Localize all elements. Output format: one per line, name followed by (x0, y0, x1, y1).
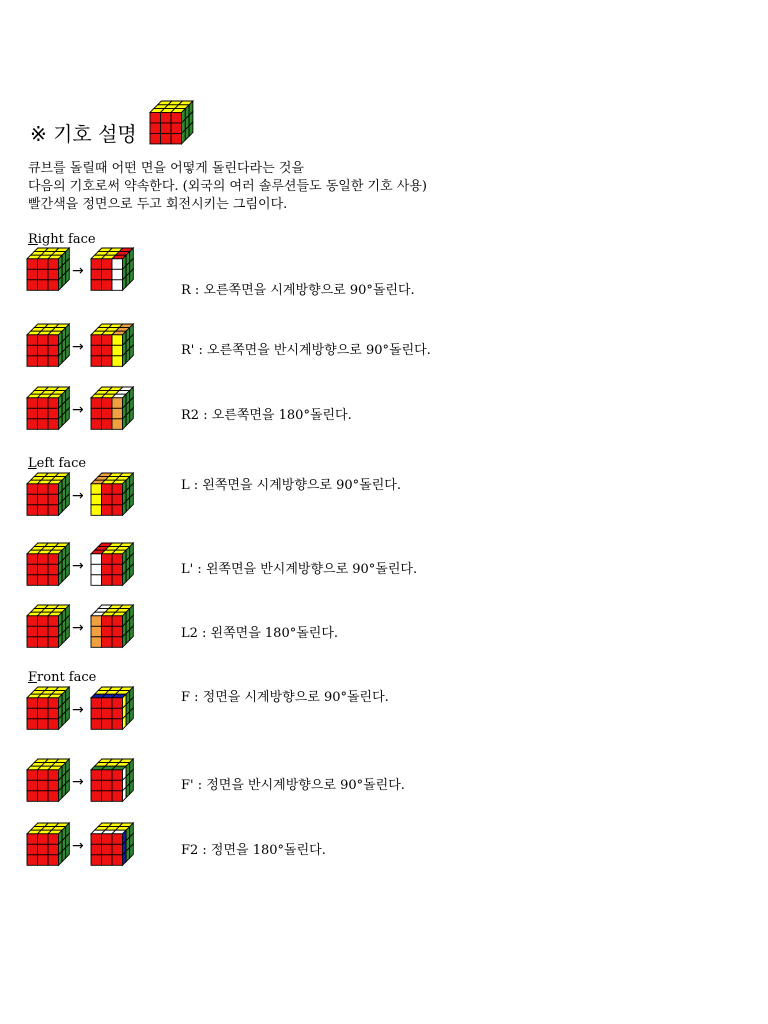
cube-front-sticker (48, 698, 59, 709)
cube-front-sticker (112, 844, 123, 855)
cube-front-sticker (102, 770, 113, 781)
cube-front-sticker (48, 791, 59, 802)
cube-front-sticker (48, 554, 59, 565)
cube-front-sticker (112, 408, 123, 419)
cube-front-sticker (48, 259, 59, 270)
cube-front-sticker (38, 575, 49, 586)
cube-front-sticker (102, 345, 113, 356)
cube-front-sticker (102, 708, 113, 719)
cube-front-sticker (112, 269, 123, 280)
cube-front-sticker (38, 780, 49, 791)
cube-front-sticker (27, 844, 38, 855)
cube-front-sticker (91, 398, 102, 409)
cube-front-sticker (48, 564, 59, 575)
cube-front-sticker (27, 419, 38, 430)
cube-front-sticker (27, 575, 38, 586)
cube-front-sticker (48, 505, 59, 516)
cube-front-sticker (27, 269, 38, 280)
cube-after-icon (90, 542, 140, 588)
cube-front-sticker (102, 494, 113, 505)
cube-front-sticker (38, 844, 49, 855)
arrow-icon: → (72, 702, 84, 718)
cube-front-sticker (38, 564, 49, 575)
cube-front-sticker (102, 280, 113, 291)
cube-after-icon (90, 604, 140, 650)
cube-front-sticker (102, 335, 113, 346)
cube-front-sticker (112, 335, 123, 346)
cube-front-sticker (150, 133, 161, 144)
cube-front-sticker (27, 616, 38, 627)
arrow-icon: → (72, 339, 84, 355)
cube-front-sticker (27, 719, 38, 730)
cube-front-sticker (91, 269, 102, 280)
cube-front-sticker (48, 575, 59, 586)
cube-front-sticker (27, 698, 38, 709)
cube-front-sticker (102, 554, 113, 565)
cube-front-sticker (112, 505, 123, 516)
cube-front-sticker (91, 791, 102, 802)
cube-front-sticker (102, 780, 113, 791)
cube-front-sticker (48, 484, 59, 495)
cube-front-sticker (91, 356, 102, 367)
cube-front-sticker (91, 259, 102, 270)
cube-front-sticker (38, 494, 49, 505)
cube-front-sticker (112, 637, 123, 648)
cube-front-sticker (48, 834, 59, 845)
cube-front-sticker (102, 484, 113, 495)
cube-front-sticker (91, 419, 102, 430)
cube-front-sticker (48, 770, 59, 781)
cube-front-sticker (102, 269, 113, 280)
move-description: F2 : 정면을 180°돌린다. (181, 843, 326, 858)
cube-before-icon (26, 686, 76, 732)
cube-front-sticker (112, 419, 123, 430)
cube-front-sticker (112, 780, 123, 791)
cube-front-sticker (38, 855, 49, 866)
cube-front-sticker (48, 419, 59, 430)
cube-front-sticker (102, 575, 113, 586)
cube-front-sticker (91, 834, 102, 845)
cube-front-sticker (38, 770, 49, 781)
cube-after-icon (90, 472, 140, 518)
cube-front-sticker (27, 780, 38, 791)
cube-front-sticker (102, 855, 113, 866)
move-description: L' : 왼쪽면을 반시계방향으로 90°돌린다. (181, 562, 418, 577)
title-row (30, 100, 330, 148)
cube-front-sticker (48, 269, 59, 280)
cube-front-sticker (48, 780, 59, 791)
cube-front-sticker (102, 505, 113, 516)
cube-front-sticker (27, 708, 38, 719)
cube-front-sticker (27, 356, 38, 367)
cube-front-sticker (102, 564, 113, 575)
cube-before-icon (26, 758, 76, 804)
cube-front-sticker (102, 419, 113, 430)
cube-front-sticker (38, 791, 49, 802)
intro-line: 빨간색을 정면으로 두고 회전시키는 그림이다. (28, 197, 288, 212)
cube-front-sticker (27, 834, 38, 845)
cube-front-sticker (38, 708, 49, 719)
cube-front-sticker (102, 259, 113, 270)
cube-front-sticker (48, 356, 59, 367)
cube-front-sticker (27, 345, 38, 356)
cube-front-sticker (27, 791, 38, 802)
cube-front-sticker (38, 280, 49, 291)
move-row-f-prime (26, 758, 486, 804)
cube-front-sticker (27, 494, 38, 505)
cube-front-sticker (48, 408, 59, 419)
cube-front-sticker (48, 708, 59, 719)
cube-front-sticker (38, 616, 49, 627)
arrow-icon: → (72, 620, 84, 636)
section-label-left-face: Left face (28, 456, 87, 471)
cube-before-icon (26, 542, 76, 588)
cube-front-sticker (91, 505, 102, 516)
cube-front-sticker (38, 335, 49, 346)
cube-front-sticker (27, 335, 38, 346)
cube-front-sticker (48, 345, 59, 356)
move-description: R' : 오른쪽면을 반시계방향으로 90°돌린다. (181, 343, 431, 358)
cube-front-sticker (102, 637, 113, 648)
cube-front-sticker (150, 123, 161, 133)
cube-front-sticker (38, 554, 49, 565)
cube-front-sticker (91, 554, 102, 565)
cube-front-sticker (102, 698, 113, 709)
section-label-front-face: Front face (28, 670, 97, 685)
cube-front-sticker (91, 708, 102, 719)
cube-front-sticker (48, 637, 59, 648)
move-row-r2 (26, 386, 486, 432)
section-label-right-face: Right face (28, 232, 96, 247)
cube-front-sticker (171, 133, 182, 144)
cube-front-sticker (38, 419, 49, 430)
move-row-l (26, 472, 486, 518)
move-row-r-prime (26, 323, 486, 369)
cube-after-icon (90, 323, 140, 369)
cube-before-icon (26, 323, 76, 369)
cube-front-sticker (27, 564, 38, 575)
cube-front-sticker (112, 484, 123, 495)
cube-front-sticker (91, 637, 102, 648)
move-row-f (26, 686, 486, 732)
cube-after-icon (90, 247, 140, 293)
arrow-icon: → (72, 488, 84, 504)
cube-front-sticker (112, 356, 123, 367)
cube-after-icon (90, 386, 140, 432)
cube-before-icon (26, 472, 76, 518)
move-row-f2 (26, 822, 486, 868)
cube-front-sticker (112, 554, 123, 565)
cube-front-sticker (91, 564, 102, 575)
cube-front-sticker (91, 575, 102, 586)
cube-front-sticker (112, 698, 123, 709)
cube-front-sticker (102, 616, 113, 627)
cube-front-sticker (112, 398, 123, 409)
cube-front-sticker (112, 616, 123, 627)
cube-front-sticker (112, 575, 123, 586)
cube-front-sticker (27, 505, 38, 516)
arrow-icon: → (72, 558, 84, 574)
move-description: R2 : 오른쪽면을 180°돌린다. (181, 408, 352, 423)
cube-front-sticker (27, 280, 38, 291)
cube-front-sticker (91, 770, 102, 781)
cube-front-sticker (38, 269, 49, 280)
cube-front-sticker (91, 626, 102, 637)
cube-front-sticker (91, 345, 102, 356)
cube-front-sticker (112, 834, 123, 845)
cube-front-sticker (91, 280, 102, 291)
move-row-l2 (26, 604, 486, 650)
cube-front-sticker (102, 408, 113, 419)
cube-front-sticker (102, 719, 113, 730)
arrow-icon: → (72, 402, 84, 418)
cube-front-sticker (48, 844, 59, 855)
cube-front-sticker (102, 398, 113, 409)
cube-front-sticker (91, 719, 102, 730)
cube-front-sticker (27, 626, 38, 637)
cube-front-sticker (102, 626, 113, 637)
cube-after-icon (90, 822, 140, 868)
cube-front-sticker (38, 345, 49, 356)
cube-front-sticker (27, 259, 38, 270)
cube-front-sticker (27, 855, 38, 866)
cube-front-sticker (112, 494, 123, 505)
cube-front-sticker (38, 719, 49, 730)
cube-before-icon (26, 822, 76, 868)
cube-front-sticker (112, 791, 123, 802)
cube-front-sticker (112, 855, 123, 866)
intro-text (28, 160, 548, 214)
cube-front-sticker (102, 844, 113, 855)
cube-front-sticker (91, 780, 102, 791)
cube-front-sticker (48, 280, 59, 291)
cube-front-sticker (48, 494, 59, 505)
cube-front-sticker (150, 112, 161, 123)
move-description: L : 왼쪽면을 시계방향으로 90°돌린다. (181, 478, 401, 493)
cube-front-sticker (112, 345, 123, 356)
cube-front-sticker (38, 259, 49, 270)
move-row-r (26, 247, 486, 298)
cube-front-sticker (91, 494, 102, 505)
cube-front-sticker (91, 616, 102, 627)
move-description: R : 오른쪽면을 시계방향으로 90°돌린다. (181, 283, 415, 298)
cube-front-sticker (171, 123, 182, 133)
cube-front-sticker (27, 484, 38, 495)
cube-front-sticker (102, 834, 113, 845)
cube-front-sticker (161, 123, 172, 133)
cube-front-sticker (27, 770, 38, 781)
cube-front-sticker (48, 719, 59, 730)
move-description: F : 정면을 시계방향으로 90°돌린다. (181, 690, 389, 705)
cube-front-sticker (48, 855, 59, 866)
cube-front-sticker (38, 505, 49, 516)
cube-front-sticker (38, 408, 49, 419)
cube-front-sticker (38, 698, 49, 709)
intro-line: 큐브를 돌릴때 어떤 면을 어떻게 돌린다라는 것을 (28, 161, 304, 176)
cube-front-sticker (27, 398, 38, 409)
cube-front-sticker (91, 335, 102, 346)
cube-front-sticker (48, 398, 59, 409)
cube-front-sticker (27, 554, 38, 565)
cube-front-sticker (102, 356, 113, 367)
move-description: F' : 정면을 반시계방향으로 90°돌린다. (181, 778, 405, 793)
cube-front-sticker (48, 626, 59, 637)
cube-front-sticker (112, 259, 123, 270)
intro-line: 다음의 기호로써 약속한다. (외국의 여러 솔루션들도 동일한 기호 사용) (28, 179, 427, 194)
cube-after-icon (90, 758, 140, 804)
cube-before-icon (26, 247, 76, 293)
cube-front-sticker (38, 626, 49, 637)
cube-front-sticker (91, 855, 102, 866)
cube-front-sticker (38, 398, 49, 409)
cube-front-sticker (112, 564, 123, 575)
cube-before-icon (26, 604, 76, 650)
cube-front-sticker (171, 112, 182, 123)
cube-front-sticker (91, 484, 102, 495)
cube-front-sticker (112, 626, 123, 637)
cube-front-sticker (38, 637, 49, 648)
move-row-l-prime (26, 542, 486, 588)
move-description: L2 : 왼쪽면을 180°돌린다. (181, 626, 339, 641)
cube-front-sticker (38, 484, 49, 495)
cube-front-sticker (27, 637, 38, 648)
cube-front-sticker (91, 408, 102, 419)
cube-front-sticker (161, 133, 172, 144)
cube-front-sticker (91, 844, 102, 855)
cube-front-sticker (161, 112, 172, 123)
cube-front-sticker (38, 834, 49, 845)
cube-front-sticker (91, 698, 102, 709)
cube-after-icon (90, 686, 140, 732)
cube-front-sticker (48, 616, 59, 627)
cube-front-sticker (48, 335, 59, 346)
cube-front-sticker (38, 356, 49, 367)
page-title: ※ 기호 설명 (30, 122, 137, 146)
cube-front-sticker (102, 791, 113, 802)
arrow-icon: → (72, 838, 84, 854)
cube-icon (149, 100, 229, 148)
cube-before-icon (26, 386, 76, 432)
cube-front-sticker (112, 719, 123, 730)
cube-front-sticker (112, 280, 123, 291)
cube-front-sticker (112, 708, 123, 719)
cube-front-sticker (27, 408, 38, 419)
cube-front-sticker (112, 770, 123, 781)
arrow-icon: → (72, 263, 84, 279)
arrow-icon: → (72, 774, 84, 790)
